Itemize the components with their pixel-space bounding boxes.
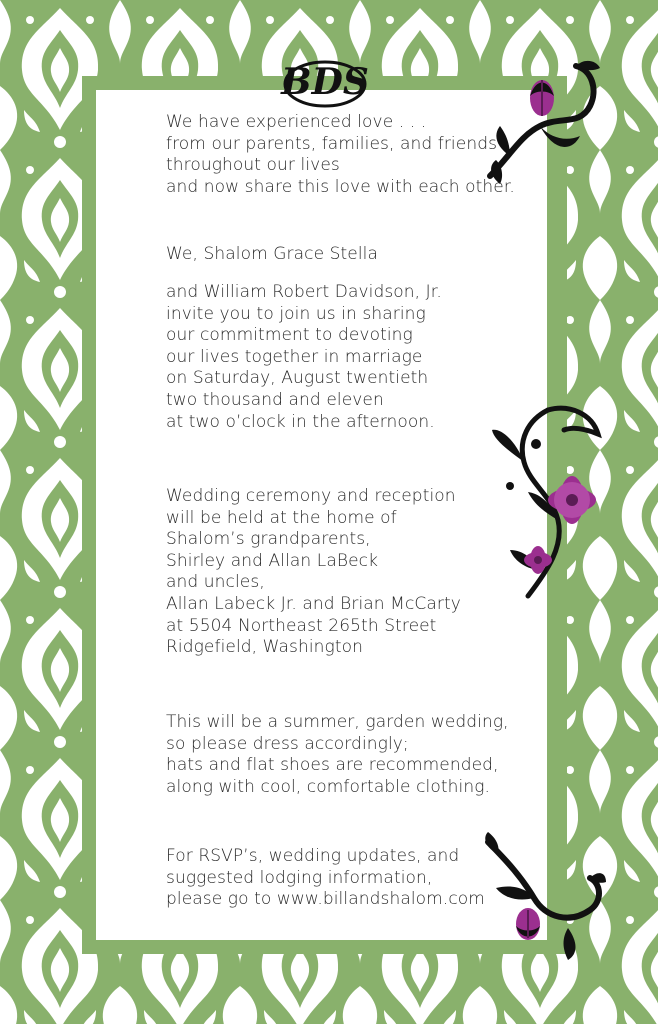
paragraph-rsvp — [166, 846, 485, 911]
text-line: our lives together in marriage — [166, 346, 423, 367]
text-line: This will be a summer, garden wedding, — [166, 712, 509, 732]
text-line: throughout our lives — [166, 155, 340, 176]
paragraph-dress-code — [166, 712, 509, 798]
text-line: Allan Labeck Jr. and Brian McCarty — [166, 593, 461, 614]
paragraph-venue — [166, 486, 461, 659]
text-line: will be held at the home of — [166, 507, 397, 528]
text-line: We, Shalom Grace Stella — [166, 244, 379, 264]
text-line: our commitment to devoting — [166, 325, 413, 346]
monogram-logo — [266, 44, 384, 116]
text-line: and uncles, — [166, 572, 265, 593]
flourish-middle-right — [488, 400, 612, 606]
text-line: hats and flat shoes are recommended, — [166, 755, 499, 776]
text-line: We have experienced love . . . — [166, 112, 427, 132]
text-line: and now share this love with each other. — [166, 176, 515, 197]
text-line: Ridgefield, Washington — [166, 637, 363, 658]
text-line: at two o’clock in the afternoon. — [166, 411, 435, 432]
svg-text:BDS: BDS — [281, 61, 369, 103]
text-line: from our parents, families, and friends — [166, 133, 498, 154]
text-line: invite you to join us in sharing — [166, 303, 426, 324]
text-line: For RSVP’s, wedding updates, and — [166, 846, 460, 866]
text-line: on Saturday, August twentieth — [166, 368, 429, 389]
text-line: Shalom’s grandparents, — [166, 529, 371, 550]
text-line: at 5504 Northeast 265th Street — [166, 615, 437, 636]
text-line: along with cool, comfortable clothing. — [166, 776, 491, 797]
text-line: please go to www.billandshalom.com — [166, 889, 485, 910]
text-line: and William Robert Davidson, Jr. — [166, 282, 442, 302]
text-line: Wedding ceremony and reception — [166, 486, 456, 506]
paragraph-bride — [166, 244, 378, 266]
flourish-bottom-right — [478, 832, 608, 962]
text-line: so please dress accordingly; — [166, 733, 409, 754]
text-line: suggested lodging information, — [166, 867, 433, 888]
text-line: Shirley and Allan LaBeck — [166, 550, 379, 571]
text-line: two thousand and eleven — [166, 389, 384, 410]
paragraph-groom-invitation — [166, 282, 442, 433]
paragraph-intro — [166, 112, 515, 198]
